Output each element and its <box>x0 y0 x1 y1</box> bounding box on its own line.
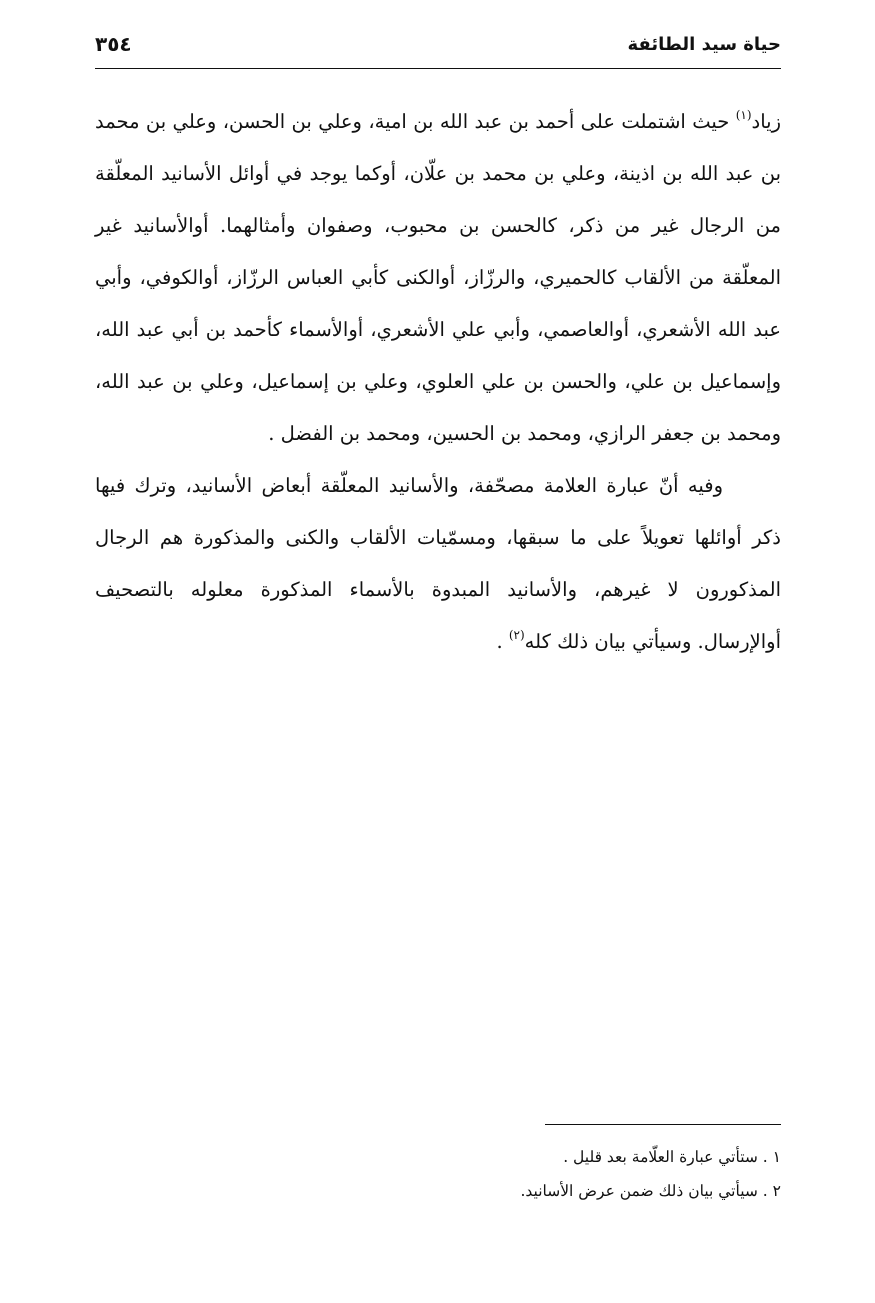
running-header <box>95 30 781 68</box>
paragraph-2 <box>95 460 781 668</box>
paragraph-2-end: . <box>496 630 509 653</box>
footnote-2 <box>95 1174 781 1208</box>
page-number: ٣٥٤ <box>95 32 132 56</box>
paragraph-2-start: وفيه أنّ عبارة العلامة مصحّفة، والأسانيد المعلّقة أبعاض الأسانيد، وترك فيها ذكر أوائلها تعويلاً على ما سبقها، ومسمّيات الألقاب والكنى والمذكورة هم الرجال المذكورون لا غيرهم، والأسانيد المبدوة بالأسماء المذكورة معلوله بالتصحيف أوالإرسال. وسيأتي بيان ذلك كله <box>95 474 781 653</box>
footnote-text: . سيأتي بيان ذلك ضمن عرض الأسانيد. <box>520 1182 768 1200</box>
footnote-number: ٢ <box>772 1182 781 1200</box>
paragraph-1-start: زياد <box>751 110 781 133</box>
footnote-number: ١ <box>772 1148 781 1166</box>
footnote-ref-2[interactable]: (٢) <box>508 628 525 642</box>
paragraph-1 <box>95 96 781 460</box>
footnote-1 <box>95 1140 781 1174</box>
footnote-divider <box>545 1124 781 1125</box>
footnote-ref-1[interactable]: (١) <box>735 108 752 122</box>
footnote-text: . ستأتي عبارة العلّامة بعد قليل . <box>563 1148 768 1166</box>
header-divider <box>95 68 781 69</box>
main-text <box>95 96 781 668</box>
footnotes <box>95 1140 781 1208</box>
paragraph-1-rest: حيث اشتملت على أحمد بن عبد الله بن امية، وعلي بن الحسن، وعلي بن محمد بن عبد الله بن اذينة، وعلي بن محمد بن علّان، أوكما يوجد في أوائل الأسانيد المعلّقة من الرجال غير من ذكر، كالحسن بن محبوب، وصفوان وأمثالهما. أوالأسانيد غير المعلّقة من الألقاب كالحميري، والرزّاز، أوالكنى كأبي العباس الرزّاز، أوالكوفي، وأبي عبد الله الأشعري، أوالعاصمي، وأبي علي الأشعري، أوالأسماء كأحمد بن أبي عبد الله، وإسماعيل بن علي، والحسن بن علي العلوي، وعلي بن إسماعيل، وعلي بن عبد الله، ومحمد بن جعفر الرازي، ومحمد بن الحسين، ومحمد بن الفضل . <box>95 110 781 445</box>
running-title: حياة سيد الطائفة <box>627 34 781 55</box>
